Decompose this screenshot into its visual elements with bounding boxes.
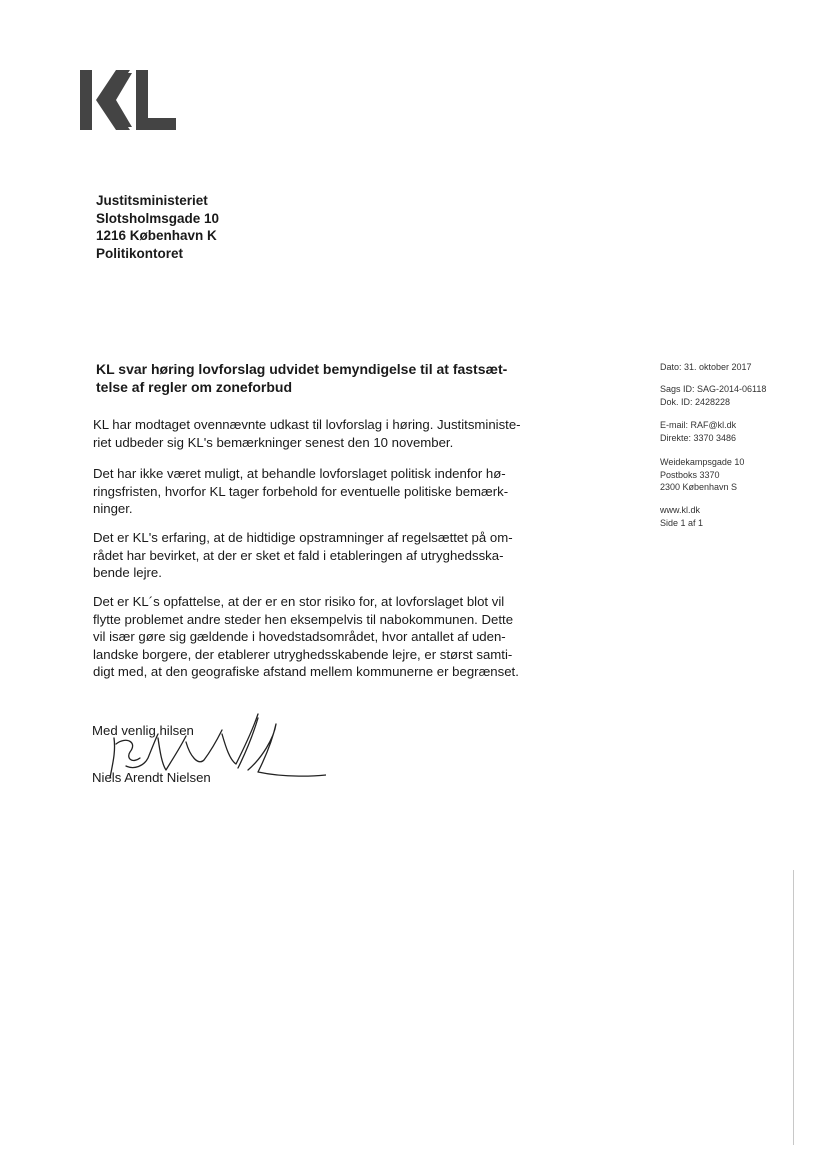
body-paragraph <box>93 529 548 582</box>
recipient-line: Politikontoret <box>96 245 183 261</box>
body-line: digt med, at den geografiske afstand mellem kommunerne er begrænset. <box>93 664 519 679</box>
body-paragraph <box>93 416 548 451</box>
body-paragraph <box>93 465 548 518</box>
recipient-line: Slotsholmsgade 10 <box>96 210 220 226</box>
recipient-line: Justitsministeriet <box>96 193 208 208</box>
case-id: Sags ID: SAG-2014-06118 <box>660 384 767 394</box>
recipient-address <box>96 192 219 262</box>
sidebar-ids <box>660 383 766 408</box>
closing-greeting: Med venlig hilsen <box>92 723 194 738</box>
address-line: 2300 København S <box>660 482 738 492</box>
sidebar-date <box>660 361 752 374</box>
letter-subject <box>96 360 546 396</box>
email-value: E-mail: RAF@kl.dk <box>660 420 737 430</box>
body-line: Det er KL´s opfattelse, at der er en stor risiko for, at lovforslaget blot vil <box>93 594 505 609</box>
body-paragraph <box>93 593 548 681</box>
kl-logo <box>80 70 176 130</box>
body-line: KL har modtaget ovennævnte udkast til lovforslag i høring. Justitsministe- <box>93 417 521 432</box>
body-line: rådet har bevirket, at der er sket et fald i etableringen af utryghedsska- <box>93 547 504 563</box>
body-line: Det har ikke været muligt, at behandle lovforslaget politisk indenfor hø- <box>93 466 506 481</box>
address-line: Postboks 3370 <box>660 469 720 480</box>
date-value: Dato: 31. oktober 2017 <box>660 362 752 372</box>
sidebar-contact <box>660 419 736 444</box>
sidebar-address <box>660 456 744 494</box>
body-line: riet udbeder sig KL's bemærkninger senest den 10 november. <box>93 434 454 450</box>
subject-line: telse af regler om zoneforbud <box>96 379 293 395</box>
body-line: ringsfristen, hvorfor KL tager forbehold for eventuelle politiske bemærk- <box>93 483 509 499</box>
body-line: bende lejre. <box>93 565 162 580</box>
website-link: www.kl.dk <box>660 505 701 515</box>
scan-edge-line <box>793 870 794 1145</box>
handwritten-signature <box>86 708 326 788</box>
body-line: flytte problemet andre steder hen eksempelvis til nabokommunen. Dette <box>93 611 514 627</box>
body-line: landske borgere, der etablerer utryghedsskabende lejre, er størst samti- <box>93 646 513 662</box>
body-line: vil især gøre sig gældende i hovedstadsområdet, hvor antallet af uden- <box>93 629 506 644</box>
doc-id: Dok. ID: 2428228 <box>660 396 731 407</box>
body-line: Det er KL's erfaring, at de hidtidige opstramninger af regelsættet på om- <box>93 530 513 545</box>
body-line: ninger. <box>93 501 133 516</box>
subject-line: KL svar høring lovforslag udvidet bemyndigelse til at fastsæt- <box>96 361 508 377</box>
page-number: Side 1 af 1 <box>660 517 704 528</box>
direct-phone: Direkte: 3370 3486 <box>660 432 737 443</box>
recipient-line: 1216 København K <box>96 228 217 243</box>
signer-name: Niels Arendt Nielsen <box>92 770 211 785</box>
address-line: Weidekampsgade 10 <box>660 457 745 467</box>
sidebar-web <box>660 504 703 529</box>
